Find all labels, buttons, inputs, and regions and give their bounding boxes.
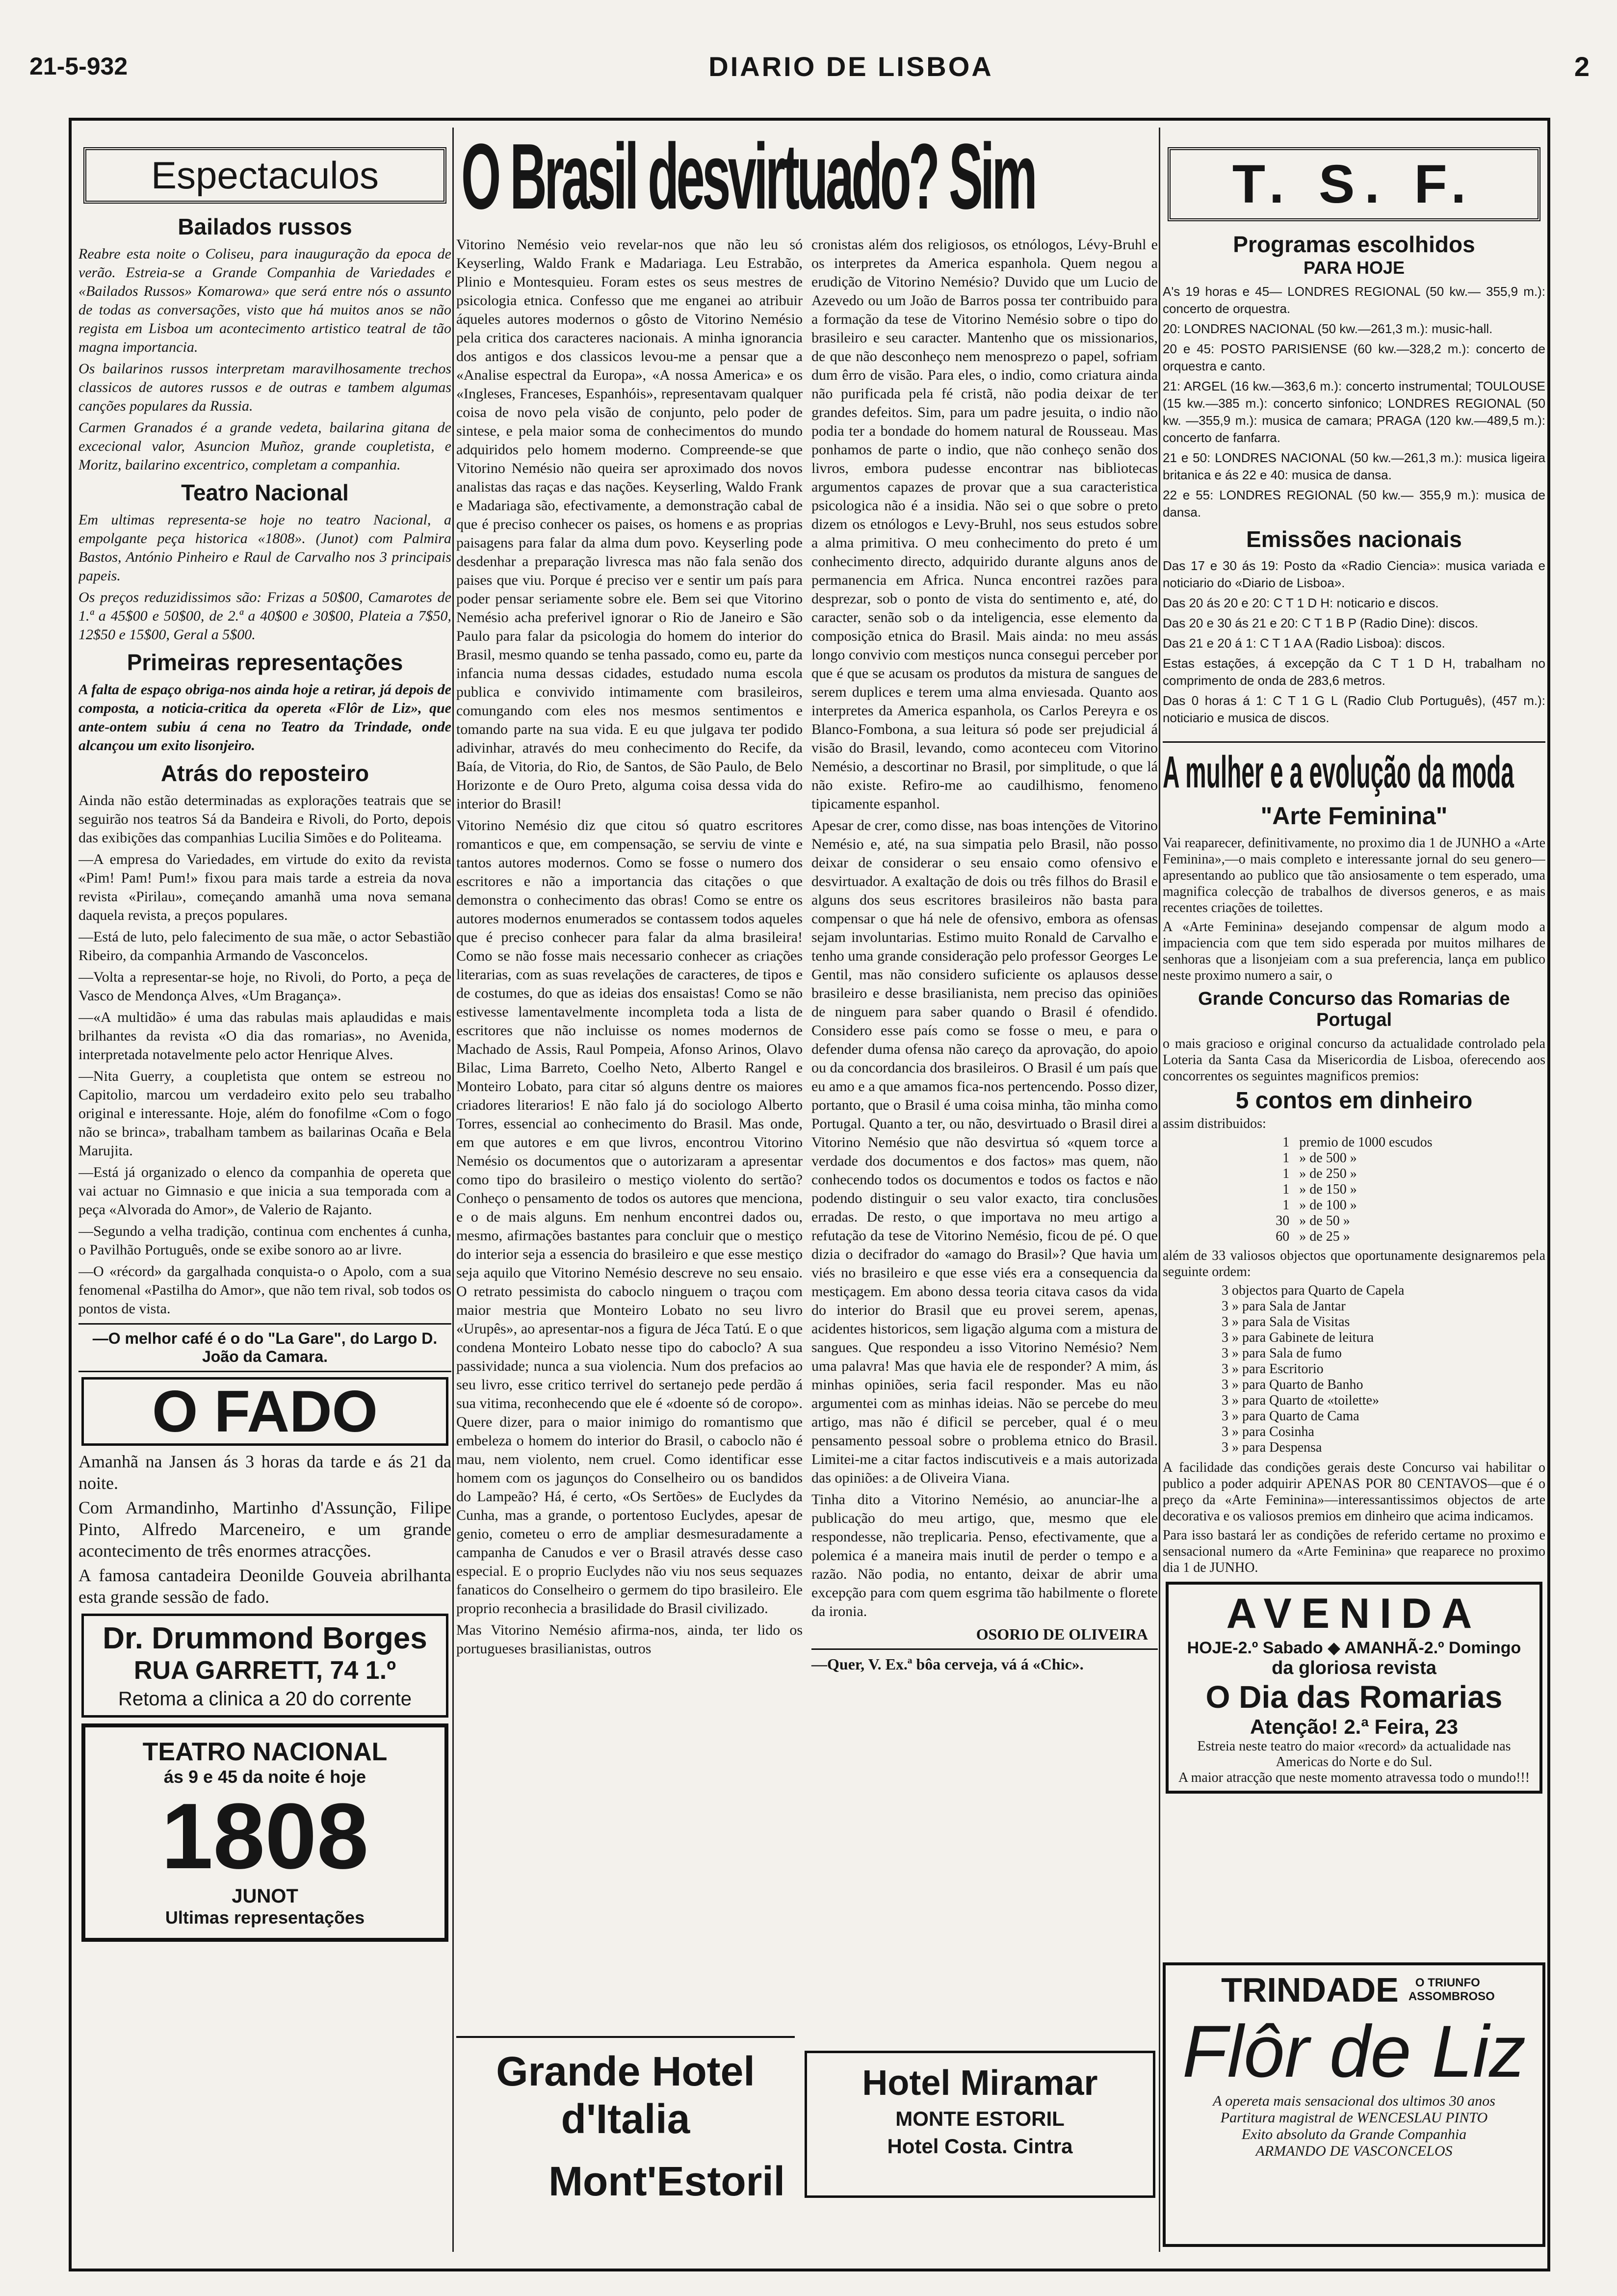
- emission-item: Estas estações, á excepção da C T 1 D H, trabalham no comprimento de onda de 283,6 metros.: [1163, 656, 1545, 688]
- object-item: 3 » para Sala de Visitas: [1222, 1314, 1350, 1330]
- prize-desc: » de 50 »: [1299, 1213, 1350, 1228]
- article-paragraph: —Nita Guerry, a coupletista que ontem se estreou no Capitolio, marcou um verdadeiro exito pelo seu trabalho original e interessante. Hoje, além do fonofilme «Com o fogo não se brinca», trabalham tambem as bailarinas Ocaña e Bela Marujita.: [78, 1068, 451, 1159]
- avenida-text: A maior atracção que neste momento atravessa todo o mundo!!!: [1178, 1770, 1530, 1785]
- prize-row: [1271, 1229, 1437, 1245]
- article-subcolumn: [456, 235, 803, 1676]
- trindade-text: A opereta mais sensacional dos ultimos 30 anos: [1213, 2093, 1495, 2109]
- hotel-miramar-ad: [805, 2051, 1155, 2198]
- section-header-espectaculos: Espectaculos: [83, 147, 446, 204]
- article-paragraph: Ainda não estão determinadas as explorações teatrais que se seguirão nos teatros Sá da Bandeira e Rivoli, do Porto, depois das exibições das companhias Lucilia Simões e do Politeama.: [78, 792, 451, 846]
- tn-ad-title: TEATRO NACIONAL: [142, 1738, 388, 1766]
- tn-ad-time: ás 9 e 45 da noite é hoje: [163, 1767, 366, 1787]
- article-paragraph: cronistas além dos religiosos, os etnólogos, Lévy-Bruhl e os interpretes da America espanhola. Quem negou a erudição de Vitorino Nemésio? Duvido que um Lucio de Azevedo ou um João de Barros possa ter contribuido para a formação da tese de Vitorino Nemésio sobre o tipo do brasileiro e seu caracter. Mantenho que os missionarios, de que não desconheço nem menosprezo o papel, sofriam dum êrro de visão. Para eles, o indio, como criatura ainda não purificada pela fé cristã, não podia deixar de ter grandes defeitos. Sim, para um padre jesuita, o indio não podia ter a bondade do homem natural de Rousseau. Mas ponhamos de parte o indio, que não conheço senão dos livros, embora pudesse encontrar nas bibliotecas argumentos capazes de provar que a sua caracteristica psicologica não é a insidia. Não sei o que sobre o preto dizem os etnólogos e Levy-Bruhl, nos seus estudos sobre a alma primitiva. O meu conhecimento do preto é um conhecimento directo, adquirido durante alguns anos de permanencia em Africa. Nunca encontrei razões para desprezar, sob o ponto de vista do sentimento e, até, do caracter, senão sob o da inteligencia, esse elemento da composição etnica do Brasil. Mais ainda: no meu assás longo convivio com mestiços nunca consegui perceber por que é que se acusam os produtos da mistura de sangues de serem duplices e terem uma alma enviesada. Quanto aos interpretes da America espanhola, os Carlos Pereyra e os Blanco-Fombona, a sua leitura só pode ser prejudicial á visão do Brasil, levando, como aconteceu com Vitorino Nemésio, a descortinar no Brasil, por simplitude, o que lá não existe. Refiro-me ao caudilhismo, fenomeno tipicamente espanhol.: [811, 236, 1158, 812]
- prize-row: [1271, 1198, 1437, 1213]
- article-paragraph: Vitorino Nemésio veio revelar-nos que não leu só Keyserling, Waldo Frank e Madariaga. Leu Estrabão, Plinio e Montesquieu. Foram estes os seus mestres de psicologia etnica. Confesso que me enganei ao atribuir áqueles autores modernos o gôsto de Vitorino Nemésio pela critica dos caracteres nacionais. A minha ignorancia dos antigos e dos classicos levou-me a pensar que a «Analise espectral da Europa», «A nossa America» e os «Ingleses, Franceses, Espanhóis», representavam qualquer coisa de novo pela visão de conjunto, pelo poder de sintese, e pela maior soma de conhecimentos do mundo adquiridos pelo homem moderno. Compreende-se que Vitorino Nemésio não queira ser aproximado dos novos analistas das raças e das nações. Keyserling, Waldo Frank e Madariaga são, efectivamente, a demonstração cabal de que é preciso conhecer os paises, os homens e as proprias paisagens para falar da alma dum povo. Keyserling pode desdenhar a preparação livresca mas não fala senão dos paises que viu. Porque é preciso ver e sentir um país para poder pensar seriamente sobre ele. Bem sei que Vitorino Nemésio acha preferivel ignorar o Rio de Janeiro e São Paulo para falar da psicologia do homem do interior do Brasil, mesmo quando se tenha passado, como eu, parte da infancia numa dessas cidades, estudado numa escola publica e convivido intimamente com brasileiros, comungando com eles nos mesmos sentimentos e tomando parte na sua vida. E eu que julgava ter podido adivinhar, através do meu conhecimento do Recife, da Baía, de Vitoria, do Rio, de Santos, de São Paulo, de Belo Horizonte e de Ouro Preto, alguma coisa dessa vida do interior do Brasil!: [456, 236, 803, 812]
- avenida-dates: HOJE-2.º Sabado ◆ AMANHÃ-2.º Domingo: [1187, 1639, 1521, 1657]
- article-paragraph: —O «récord» da gargalhada conquista-o o Apolo, com a sua fenomenal «Pastilha do Amor», que não tem rival, sob todos os pontos de vista.: [78, 1263, 451, 1317]
- article-paragraph: —Volta a representar-se hoje, no Rivoli, do Porto, a peça de Vasco de Mendonça Alves, «Um Bragança».: [78, 969, 451, 1004]
- prize-row: [1271, 1213, 1437, 1229]
- fashion-headline: A mulher e a evolução da moda: [1163, 747, 1514, 797]
- programs-title: Programas escolhidos: [1233, 232, 1475, 257]
- object-item: 3 » para Quarto de Cama: [1222, 1409, 1359, 1424]
- prize-qty: 60: [1276, 1229, 1290, 1244]
- object-item: 3 objectos para Quarto de Capela: [1222, 1283, 1405, 1298]
- left-column: [78, 128, 451, 2257]
- article-paragraph: A falta de espaço obriga-nos ainda hoje a retirar, já depois de composta, a noticia-critica da opereta «Flôr de Liz», que ante-ontem subiu á cena no Teatro da Trindade, onde alcançou um exito lisonjeiro.: [78, 681, 451, 754]
- prize-total: 5 contos em dinheiro: [1235, 1088, 1473, 1114]
- trindade-text: ARMANDO DE VASCONCELOS: [1255, 2143, 1453, 2159]
- avenida-text: Estreia neste teatro do maior «record» da actualidade nas Americas do Norte e do Sul.: [1197, 1739, 1511, 1770]
- tn-ad-number: 1808: [161, 1784, 369, 1888]
- miramar-sub2: Hotel Costa. Cintra: [887, 2135, 1073, 2158]
- prize-desc: » de 150 »: [1299, 1182, 1357, 1197]
- tn-ad-last: Ultimas representações: [165, 1907, 365, 1928]
- program-item: A's 19 horas e 45— LONDRES REGIONAL (50 kw.— 355,9 m.): concerto de orquestra.: [1163, 284, 1545, 316]
- prize-row: [1271, 1182, 1437, 1198]
- article-paragraph: —Está já organizado o elenco da companhia de opereta que vai actuar no Gimnasio e que inicia a sua temporada com a peça «Alvorada do Amor», de Valerio de Rajanto.: [78, 1164, 451, 1218]
- beer-ad: —Quer, V. Ex.ª bôa cerveja, vá á «Chic».: [811, 1655, 1084, 1673]
- trindade-text: Partitura magistral de WENCESLAU PINTO: [1220, 2110, 1488, 2126]
- avenida-show: O Dia das Romarias: [1205, 1679, 1503, 1715]
- prize-qty: 1: [1282, 1150, 1290, 1166]
- article-paragraph: Tinha dito a Vitorino Nemésio, ao anunciar-lhe a publicação do meu artigo, que, mesmo que ele respondesse, não treplicaria. Penso, efectivamente, que a polemica é a maneira mais inutil de perder o tempo e a razão. Não podia, no entanto, deixar de abrir uma excepção para com quem esgrima tão habilmente o florete da ironia.: [811, 1491, 1158, 1619]
- page-number: 2: [1574, 51, 1590, 82]
- emission-item: Das 20 e 30 ás 21 e 20: C T 1 B P (Radio Dine): discos.: [1163, 616, 1479, 630]
- object-item: 3 » para Cosinha: [1222, 1424, 1314, 1439]
- article-paragraph: Carmen Granados é a grande vedeta, bailarina gitana de excecional valor, Asuncion Muñoz, grande coupletista, e Moritz, bailarino excentrico, completam a companhia.: [78, 419, 451, 473]
- prize-intro: assim distribuidos:: [1163, 1116, 1266, 1131]
- avenida-revue: da gloriosa revista: [1272, 1658, 1436, 1678]
- article-title: Atrás do reposteiro: [160, 760, 369, 786]
- concurso-paragraph: o mais gracioso e original concurso da actualidade controlado pela Loteria da Santa Casa da Misericordia de Lisboa, oferecendo aos concorrentes os seguintes magnificos premios:: [1163, 1036, 1545, 1084]
- program-item: 21 e 50: LONDRES NACIONAL (50 kw.—261,3 m.): musica ligeira britanica e ás 22 e 40: musica de dansa.: [1163, 450, 1545, 482]
- article-paragraph: —Está de luto, pelo falecimento de sua mãe, o actor Sebastião Ribeiro, da companhia Armando de Vasconcelos.: [78, 929, 451, 964]
- newspaper-name: DIARIO DE LISBOA: [708, 51, 993, 82]
- prize-row: [1271, 1166, 1437, 1182]
- object-item: 3 » para Despensa: [1222, 1440, 1322, 1455]
- emission-item: Das 0 horas á 1: C T 1 G L (Radio Club Português), (457 m.): noticiario e musica de discos.: [1163, 693, 1545, 725]
- program-list: [1163, 283, 1545, 521]
- fashion-paragraph: Vai reaparecer, definitivamente, no proximo dia 1 de JUNHO a «Arte Feminina»,—o mais completo e interessante jornal do seu genero—apresentando ao publico que tão ansiosamente o tem esperado, uma magnifica colecção de trabalhos de diversos generos, e as mais recentes criações de toilettes.: [1163, 835, 1545, 915]
- program-item: 21: ARGEL (16 kw.—363,6 m.): concerto instrumental; TOULOUSE (15 kw.—385 m.): concerto sinfonico; LONDRES REGIONAL (50 kw. —355,9 m.): musica de camara; PRAGA (120 kw.—489,5 m.): concerto de fanfarra.: [1163, 379, 1545, 445]
- prize-qty: 1: [1282, 1182, 1290, 1197]
- drummond-address: RUA GARRETT, 74 1.º: [133, 1656, 396, 1685]
- avenida-title: AVENIDA: [1226, 1590, 1482, 1637]
- article-paragraph: Em ultimas representa-se hoje no teatro Nacional, a empolgante peça historica «1808». (Junot) com Palmira Bastos, António Pinheiro e Raul de Carvalho nos 3 principais papeis.: [78, 512, 451, 584]
- object-item: 3 » para Quarto de «toilette»: [1222, 1393, 1380, 1408]
- article-paragraph: Os bailarinos russos interpretam maravilhosamente trechos classicos de autores russos e de outras e tambem algumas canções populares da Russia.: [78, 361, 451, 414]
- article-paragraph: —A empresa do Variedades, em virtude do exito da revista «Pim! Pam! Pum!» fixou para mais tarde a estreia da nova revista «Pirilau», começando amanhã uma nova semana daquela revista, a preços populares.: [78, 851, 451, 923]
- right-column: [1163, 128, 1545, 2257]
- section-header-tsf: T. S. F.: [1168, 147, 1540, 221]
- miramar-sub: MONTE ESTORIL: [895, 2107, 1065, 2130]
- prize-qty: 1: [1282, 1135, 1290, 1150]
- prize-desc: » de 25 »: [1299, 1229, 1350, 1244]
- emission-list: [1163, 557, 1545, 727]
- article-title: Primeiras representações: [127, 650, 403, 675]
- emission-item: Das 20 ás 20 e 20: C T 1 D H: noticario e discos.: [1163, 596, 1439, 610]
- author-signature: OSORIO DE OLIVEIRA: [976, 1625, 1148, 1643]
- middle-column: [456, 128, 1158, 2257]
- fashion-paragraph: A facilidade das condições gerais deste Concurso vai habilitar o publico a poder adquirir APENAS POR 80 CENTAVOS—que é o preço da «Arte Feminina»—interessantissimos objectos de arte decorativa e os valiosos premios em dinheiro que acima indicamos.: [1163, 1460, 1545, 1524]
- article-paragraph: Vitorino Nemésio diz que citou só quatro escritores romanticos e que, em compensação, se serviu de vinte e tantos autores modernos. Como se fosse o numero dos escritores e não a importancia das citações o que demonstra o conhecimento das obras! Como se entre os autores modernos enumerados se contassem todos aqueles que é preciso conhecer para falar da alma brasileira! Como se não fosse mais necessario conhecer as criações literarias, com as suas revelações de caracteres, de tipos e de costumes, do que as ideias dos ensaistas! Como se não estivesse lamentavelmente incompleta toda a lista de escritores que não incluisse os nomes modernos de Machado de Assis, Raul Pompeia, Afonso Arinos, Olavo Bilac, Lima Barreto, Coelho Neto, Alberto Rangel e Monteiro Lobato, para citar só alguns dentre os maiores criadores literarios! E não falo já do sociologo Alberto Torres, essencial ao conhecimento do Brasil. Mas onde, em que autores e em que livros, encontrou Vitorino Nemésio os documentos que o autorizaram a apresentar como tipo do brasileiro o mestiço violento do sertão? Conheço o pensamento de todos os autores que menciona, e o de mais alguns. Em nenhum encontrei dados ou, mesmo, afirmações bastantes para concluir que o mestiço do interior seja a essencia do brasileiro e que esse mestiço seja aquilo que Vitorino Nemésio descreve no seu ensaio. O retrato pessimista do caboclo ninguem o traçou com maior mestria que Monteiro Lobato no seu livro «Urupês», ao apresentar-nos a figura de Jéca Tatú. E o que condena Monteiro Lobato nesse tipo do caboclo? A sua passividade; nunca a sua violencia. Num dos prefacios ao seu livro, esse critico terrivel do sertanejo pede perdão á sua vitima, reconhecendo que ele é «doente só de coropo». Quere dizer, para o maior inimigo do romantismo que embeleza o homem do interior do Brasil, o caboclo não é mau, nem violento, nem cruel. Como identificar esse homem com os jagunços do Conselheiro ou os bandidos do Lampeão? Há, é certo, «Os Sertões» de Euclydes da Cunha, mas a grande, o portentoso Euclydes, apesar de genio, cometeu o erro de ampliar desmesuradamente a campanha de Canudos e ver o Brasil através desse caso especial. E o proprio Euclydes não viu nos seus sequazes fanaticos do Conselheiro o germem do tipo brasileiro. Ele proprio reconhecia a brasilidade do Brasil civilizado.: [456, 817, 803, 1617]
- prize-desc: » de 100 »: [1299, 1198, 1357, 1213]
- article-paragraph: Mas Vitorino Nemésio afirma-nos, ainda, ter lido os portugueses brasilianistas, outros: [456, 1622, 803, 1657]
- article-title: Bailados russos: [178, 214, 352, 239]
- column-rule: [452, 128, 454, 2252]
- fashion-paragraph: Para isso bastará ler as condições de referido certame no proximo e sensacional numero da «Arte Feminina» que reaparece no proximo dia 1 de JUNHO.: [1163, 1528, 1545, 1575]
- trindade-text: Exito absoluto da Grande Companhia: [1241, 2126, 1467, 2142]
- article-subcolumn: [811, 235, 1158, 1676]
- teatro-nacional-ad: [81, 1723, 448, 1942]
- cafe-ad: —O melhor café é o do "La Gare", do Largo D. João da Camara.: [92, 1330, 438, 1365]
- object-item: 3 » para Quarto de Banho: [1222, 1377, 1363, 1392]
- trindade-title: TRINDADE: [1221, 1971, 1399, 2009]
- headline: O Brasil desvirtuado? Sim: [461, 128, 1035, 229]
- article-paragraph: Apesar de crer, como disse, nas boas intenções de Vitorino Nemésio e, até, na sua simpatia pelo Brasil, não posso deixar de considerar o seu ensaio como ofensivo e desvirtuador. A exaltação de dois ou três filhos do Brasil e alguns dos seus escritores brasileiros não basta para compensar o que há nele de ofensivo, embora as ofensas sejam involuntarias. Estimo muito Ronald de Carvalho e tenho uma grande consideração pelo professor Georges Le Gentil, mas não considero suficiente os aplausos desse brasileiro e desse brasilianista, nem preciso das opiniões de ninguem para saber quando o Brasil é ofendido. Considero esse país como se fosse o meu, e para o defender duma ofensa não careço da aprovação, do apoio ou da concordancia dos brasileiros. O Brasil é um país que eu amo e a que amamos fica-nos pertencendo. Posso dizer, portanto, que o Brasil é uma coisa minha, tão minha como Portugal. Quanto a ter, ou não, desvirtuado o Brasil direi a Vitorino Nemésio que não desvirtua só «quem torce a verdade dos documentos e dos factos» mas quem, não conhecendo todos os documentos e todos os factos e não podendo distinguir o seu valor exacto, tira conclusões erradas. De resto, o que importava no meu artigo a refutação da tese de Vitorino Nemésio, ficou de pé. O que dizia o decifrador do «amago do Brasil»? Que havia um viés no brasileiro e que esse viés era a consequencia da mestiçagem. Em abono dessa teoria citava casos da vida do interior do Brasil que eu provei serem, apenas, acidentes historicos, sem ligação alguma com a mistura de sangues. Que respondeu a isso Vitorino Nemésio? Nem uma palavra! Mas que havia ele de responder? A mim, ás minhas opiniões, seria facil responder. Mas eu não argumentei com as minhas ideias. Não se percebe do meu artigo, mas não é dificil se perceber, qual é o meu pensamento pessoal sobre o problema etnico do Brasil. Limitei-me a citar factos indiscutiveis e a mais autorizada das opiniões: a de Oliveira Viana.: [811, 817, 1158, 1486]
- prize-desc: » de 500 »: [1299, 1150, 1357, 1166]
- fado-title: O FADO: [81, 1377, 448, 1446]
- objects-intro: além de 33 valiosos objectos que oportunamente designaremos pela seguinte ordem:: [1163, 1248, 1545, 1279]
- column-rule: [1159, 128, 1160, 2252]
- fashion-paragraph: A «Arte Feminina» desejando compensar de algum modo a impaciencia com que tem sido esperada por muitos milhares de senhoras que a lisonjeiam com a sua preferencia, lança em publico neste proximo numero a sair, o: [1163, 919, 1545, 983]
- drummond-ad: [81, 1614, 448, 1718]
- article-paragraph: —«A multidão» é uma das rabulas mais aplaudidas e mais brilhantes da revista «O dia das romarias», no Avenida, interpretada notavelmente pelo actor Henrique Alves.: [78, 1009, 451, 1063]
- prize-row: [1271, 1150, 1437, 1166]
- concurso-title: Grande Concurso das Romarias de Portugal: [1198, 989, 1510, 1030]
- masthead: [29, 44, 1590, 88]
- prize-table: [1271, 1135, 1437, 1245]
- object-item: 3 » para Sala de fumo: [1222, 1346, 1342, 1361]
- prize-desc: premio de 1000 escudos: [1299, 1135, 1433, 1150]
- article-title: Teatro Nacional: [181, 480, 349, 505]
- drummond-note: Retoma a clinica a 20 do corrente: [118, 1688, 412, 1710]
- program-item: 22 e 55: LONDRES REGIONAL (50 kw.— 355,9 m.): musica de dansa.: [1163, 488, 1545, 520]
- prize-qty: 1: [1282, 1166, 1290, 1181]
- programs-sub: PARA HOJE: [1303, 258, 1405, 278]
- prize-desc: » de 250 »: [1299, 1166, 1357, 1181]
- fado-paragraph: Com Armandinho, Martinho d'Assunção, Filipe Pinto, Alfredo Marceneiro, e um grande acontecimento de três enormes atracções.: [78, 1498, 451, 1561]
- avenida-ad: [1166, 1582, 1542, 1794]
- trindade-side: O TRIUNFO ASSOMBROSO: [1408, 1976, 1495, 2003]
- article-paragraph: Os preços reduzidissimos são: Frizas a 50$00, Camarotes de 1.ª a 45$00 e 50$00, de 2.ª a 40$00 e 30$00, Plateia a 7$50, 12$50 e 15$00, Geral a 5$00.: [78, 589, 451, 643]
- fashion-sub: "Arte Feminina": [1260, 802, 1448, 830]
- objects-list: [1163, 1283, 1545, 1456]
- hotel-italia-name: Grande Hotel d'Italia: [496, 2048, 755, 2142]
- prize-row: [1271, 1135, 1437, 1150]
- fado-paragraph: Amanhã na Jansen ás 3 horas da tarde e ás 21 da noite.: [78, 1452, 451, 1493]
- fado-paragraph: A famosa cantadeira Deonilde Gouveia abrilhanta esta grande sessão de fado.: [78, 1565, 451, 1607]
- object-item: 3 » para Gabinete de leitura: [1222, 1330, 1374, 1345]
- tn-ad-sub: JUNOT: [232, 1885, 298, 1907]
- hotel-italia-ad: [456, 2036, 795, 2252]
- prize-qty: 30: [1276, 1213, 1290, 1228]
- emissions-title: Emissões nacionais: [1246, 526, 1462, 552]
- program-item: 20: LONDRES NACIONAL (50 kw.—261,3 m.): music-hall.: [1163, 321, 1493, 336]
- object-item: 3 » para Escritorio: [1222, 1361, 1324, 1377]
- hotel-italia-place: Mont'Estoril: [548, 2158, 785, 2204]
- avenida-attention: Atenção! 2.ª Feira, 23: [1250, 1715, 1459, 1738]
- trindade-show: Flôr de Liz: [1182, 2010, 1526, 2092]
- program-item: 20 e 45: POSTO PARISIENSE (60 kw.—328,2 m.): concerto de orquestra e canto.: [1163, 341, 1545, 373]
- issue-date: 21-5-932: [29, 52, 128, 80]
- emission-item: Das 21 e 20 á 1: C T 1 A A (Radio Lisboa): discos.: [1163, 636, 1445, 651]
- drummond-name: Dr. Drummond Borges: [103, 1621, 427, 1655]
- miramar-title: Hotel Miramar: [862, 2063, 1098, 2103]
- trindade-ad: [1163, 1962, 1545, 2247]
- emission-item: Das 17 e 30 ás 19: Posto da «Radio Ciencia»: musica variada e noticiario do «Diario de Lisboa».: [1163, 558, 1545, 590]
- article-paragraph: Reabre esta noite o Coliseu, para inauguração da epoca de verão. Estreia-se a Grande Companhia de Variedades e «Bailados Russos» Komarowa» que será entre nós o assunto de todas as conversações, visto que há muitos anos se não regista em Lisboa um acontecimento artistico teatral de tão magna importancia.: [78, 246, 451, 355]
- article-paragraph: —Segundo a velha tradição, continua com enchentes á cunha, o Pavilhão Português, onde se exibe sonoro ao ar livre.: [78, 1223, 451, 1258]
- prize-qty: 1: [1282, 1198, 1290, 1213]
- object-item: 3 » para Sala de Jantar: [1222, 1299, 1346, 1314]
